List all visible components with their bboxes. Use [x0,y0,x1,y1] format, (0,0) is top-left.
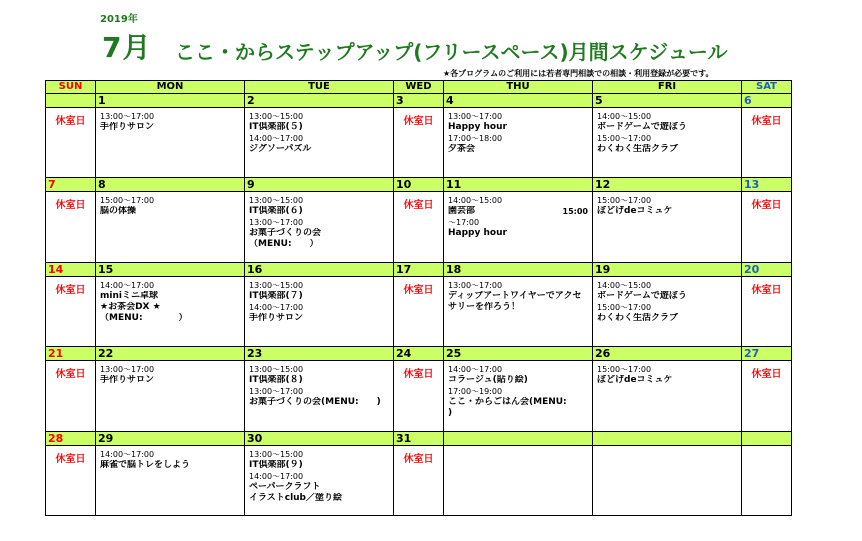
date-number: 14 [46,262,96,276]
event-list [593,192,741,217]
event-time: 17:00～18:00 [448,134,503,144]
event-title: コラージュ(貼り絵) [448,375,528,386]
event-title: IT倶楽部(７) [249,290,303,301]
closed-label: 休室日 [751,116,782,128]
date-number: 26 [593,347,742,361]
events-row [46,445,792,515]
weekday-tue: TUE [245,81,394,94]
event-time: 15:00～17:00 [597,302,652,312]
event-title: ) [448,408,453,419]
weekday-thu: THU [444,81,593,94]
date-number: 4 [444,94,593,108]
event-title: 手作りサロン [100,375,155,386]
date-number: 17 [394,262,444,276]
event-list [593,277,741,324]
day-cell [46,445,96,515]
event-time: 13:00～17:00 [448,280,503,290]
day-cell [394,276,444,346]
date-number: 7 [46,178,96,192]
day-cell [245,108,394,178]
closed-label: 休室日 [55,369,86,381]
closed-label: 休室日 [403,284,434,296]
event-time: 15:00～17:00 [597,365,652,375]
date-number-row [46,262,792,276]
day-cell [96,192,245,262]
date-number [742,431,792,445]
event-list [444,277,592,313]
header-month: 7月 [102,31,152,64]
event-time: 13:00～15:00 [249,112,304,122]
closed-label: 休室日 [55,200,86,212]
date-number-row [46,347,792,361]
event-title: ジグソーパズル [249,144,312,155]
event-title: 手作りサロン [249,312,304,323]
day-cell [394,192,444,262]
event-list [96,361,244,386]
event-title: お菓子づくりの会(MENU: ) [249,397,381,408]
event-title: わくわく生活クラブ [597,144,679,155]
event-title: サリーを作ろう！ [448,301,521,312]
weekday-header-row [46,81,792,94]
date-number: 29 [96,431,245,445]
header-year: 2019年 [100,14,138,25]
day-cell [593,108,742,178]
day-cell [46,361,96,431]
date-number: 28 [46,431,96,445]
event-title: （MENU: ） [100,312,188,323]
event-list [593,361,741,386]
date-number: 18 [444,262,593,276]
closed-label: 休室日 [403,453,434,465]
event-time: 14:00～17:00 [249,471,304,481]
event-list [96,277,244,324]
event-time: 14:00～17:00 [249,302,304,312]
date-number: 30 [245,431,394,445]
date-number: 23 [245,347,394,361]
day-cell [593,192,742,262]
weekday-mon: MON [96,81,245,94]
events-row [46,361,792,431]
page-title: ここ・からステップアップ(フリースペース)月間スケジュール [175,40,728,64]
events-row [46,276,792,346]
date-number: 22 [96,347,245,361]
closed-label: 休室日 [55,284,86,296]
date-number: 11 [444,178,593,192]
event-title: ぼどげdeコミュケ [597,375,673,386]
date-number: 27 [742,347,792,361]
event-title: ペーパークラフト [249,481,321,492]
event-time: 15:00～17:00 [100,196,155,206]
event-list [593,108,741,155]
event-list [245,277,393,324]
closed-label: 休室日 [751,200,782,212]
events-row [46,192,792,262]
event-title: ボードゲームで遊ぼう [597,122,687,133]
event-title: わくわく生活クラブ [597,312,679,323]
date-number: 3 [394,94,444,108]
day-cell [742,108,792,178]
closed-label: 休室日 [403,369,434,381]
event-title [448,206,592,217]
event-time: 14:00～15:00 [597,112,652,122]
day-cell [444,445,593,515]
event-list [245,361,393,408]
day-cell [593,276,742,346]
closed-label: 休室日 [751,369,782,381]
event-time: 13:00～15:00 [249,196,304,206]
event-title: IT倶楽部(６) [249,206,303,217]
event-time: 15:00～17:00 [597,196,652,206]
event-time: 13:00～15:00 [249,365,304,375]
weekday-sun: SUN [46,81,96,94]
day-cell [96,276,245,346]
date-number: 15 [96,262,245,276]
day-cell [593,361,742,431]
date-number: 9 [245,178,394,192]
day-cell [444,361,593,431]
calendar-table [45,80,792,516]
event-title: Happy hour [448,122,507,133]
date-number: 25 [444,347,593,361]
date-number: 24 [394,347,444,361]
day-cell [444,192,593,262]
event-list [96,192,244,217]
date-number: 31 [394,431,444,445]
event-list [245,446,393,504]
day-cell [245,361,394,431]
weekday-fri: FRI [593,81,742,94]
event-title: イラストclub／塗り絵 [249,492,343,503]
events-row [46,108,792,178]
event-time: 14:00～17:00 [100,280,155,290]
weekday-sat: SAT [742,81,792,94]
event-title: ディップアートワイヤーでアクセ [448,290,582,301]
date-number: 2 [245,94,394,108]
event-title: ボードゲームで遊ぼう [597,290,687,301]
event-time: 14:00～17:00 [448,365,503,375]
day-cell [593,445,742,515]
date-number: 21 [46,347,96,361]
date-number [444,431,593,445]
event-title: お菓子づくりの会 [249,228,322,239]
date-number [46,94,96,108]
day-cell [444,108,593,178]
event-title: （MENU: ） [249,239,319,250]
event-time: 13:00～17:00 [100,112,155,122]
event-time: 13:00～17:00 [249,218,304,228]
day-cell [742,192,792,262]
date-number-row [46,94,792,108]
date-number-row [46,178,792,192]
event-title-text: 園芸部 [448,206,476,217]
date-number: 8 [96,178,245,192]
date-number: 16 [245,262,394,276]
day-cell [245,192,394,262]
event-list [245,108,393,155]
closed-label: 休室日 [403,116,434,128]
event-title: IT倶楽部(５) [249,122,303,133]
day-cell [96,361,245,431]
event-list [444,192,592,239]
day-cell [394,361,444,431]
event-list [245,192,393,250]
event-time: ～17:00 [448,218,480,228]
event-time: 13:00～17:00 [448,112,503,122]
weekday-wed: WED [394,81,444,94]
event-title: IT倶楽部(８) [249,375,303,386]
date-number: 6 [742,94,792,108]
date-number: 12 [593,178,742,192]
event-time: 13:00～17:00 [249,387,304,397]
date-number [593,431,742,445]
event-list [444,108,592,155]
event-title: ここ・からごはん会(MENU: [448,397,567,408]
day-cell [245,276,394,346]
date-number-row [46,431,792,445]
usage-note: ★各プログラムのご利用には若者専門相談での相談・利用登録が必要です。 [443,69,714,78]
day-cell [46,108,96,178]
day-cell [742,276,792,346]
event-extra-time: 15:00 [562,207,588,217]
day-cell [96,108,245,178]
event-list [742,446,791,449]
event-list [96,446,244,471]
event-time: 15:00～17:00 [597,134,652,144]
event-time: 14:00～15:00 [597,280,652,290]
event-time: 13:00～15:00 [249,449,304,459]
day-cell [742,445,792,515]
event-time: 14:00～17:00 [100,449,155,459]
event-time: 14:00～15:00 [448,196,503,206]
date-number: 1 [96,94,245,108]
date-number: 20 [742,262,792,276]
event-time: 13:00～15:00 [249,280,304,290]
event-time: 14:00～17:00 [249,134,304,144]
event-list [444,446,592,449]
event-title: 麻雀で脳トレをしよう [100,459,191,470]
day-cell [444,276,593,346]
event-title: miniミニ卓球 [100,290,158,301]
event-list [444,361,592,419]
closed-label: 休室日 [751,284,782,296]
day-cell [46,192,96,262]
day-cell [46,276,96,346]
closed-label: 休室日 [55,453,86,465]
date-number: 5 [593,94,742,108]
event-time: 17:00～19:00 [448,387,503,397]
day-cell [742,361,792,431]
event-title: IT倶楽部(９) [249,459,303,470]
event-time: 13:00～17:00 [100,365,155,375]
date-number: 19 [593,262,742,276]
event-list [593,446,741,449]
calendar-body [46,94,792,516]
event-title: ぼどげdeコミュケ [597,206,673,217]
day-cell [394,445,444,515]
event-title: Happy hour [448,228,507,239]
event-title: 手作りサロン [100,122,155,133]
day-cell [96,445,245,515]
day-cell [394,108,444,178]
closed-label: 休室日 [55,116,86,128]
day-cell [245,445,394,515]
closed-label: 休室日 [403,200,434,212]
event-list [96,108,244,133]
date-number: 10 [394,178,444,192]
event-title: ★お茶会DX ★ [100,301,161,312]
date-number: 13 [742,178,792,192]
event-title: 夕茶会 [448,144,476,155]
event-title: 脳の体操 [100,206,137,217]
